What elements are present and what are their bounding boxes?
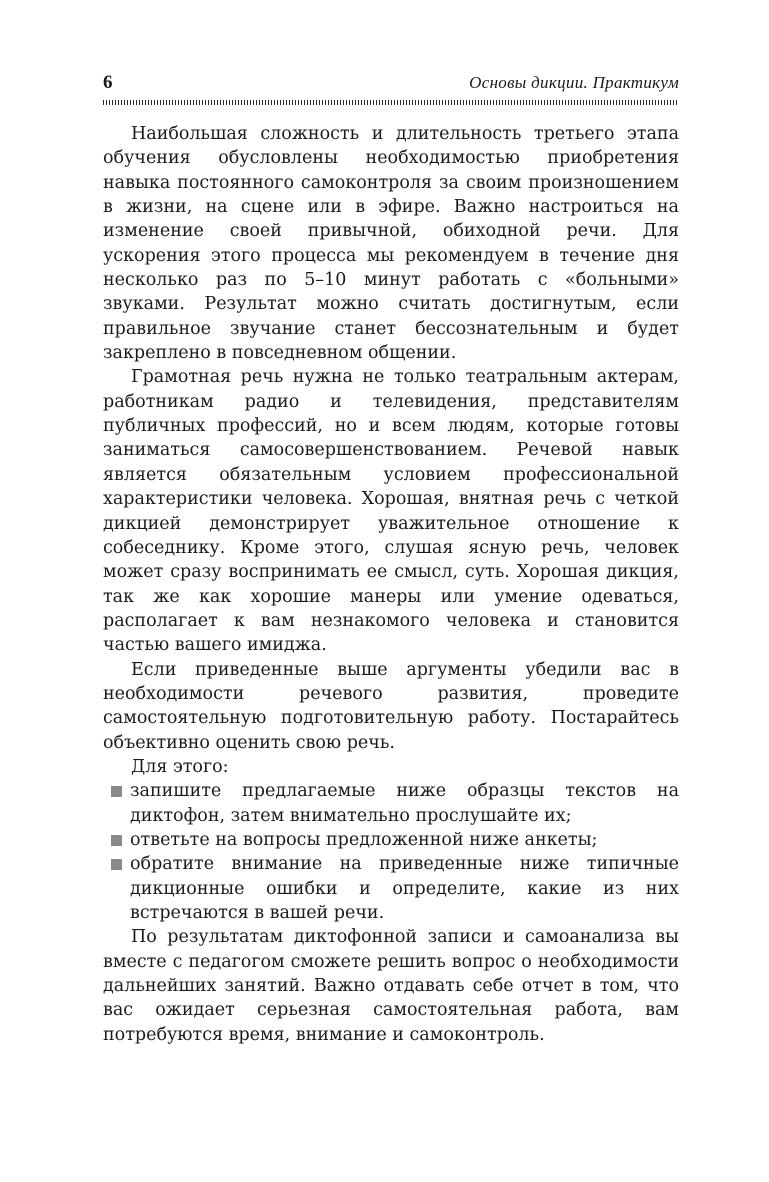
header-rule xyxy=(103,100,679,105)
book-page xyxy=(103,72,679,1047)
bullet-list xyxy=(103,779,679,925)
paragraph: Наибольшая сложность и длительность третьего этапа обучения обусловлены необходимостью приобретения навыка постоянного самоконтроля за своим произношением в жизни, на сцене или в эфире. Важно настроиться на изменение своей привычной, обиходной речи. Для ускорения этого процесса мы рекомендуем в течение дня несколько раз по 5–10 минут работать с «больными» звуками. Результат можно считать достигнутым, если правильное звучание станет бессознательным и будет закреплено в повседневном общении. xyxy=(103,124,679,364)
list-item-text: ответьте на вопросы предложенной ниже анкеты; xyxy=(130,829,598,850)
paragraph: Грамотная речь нужна не только театральным актерам, работникам радио и телевидения, представителям публичных профессий, но и всем людям, которые готовы заниматься самосовершенствованием. Речевой навык является обязательным условием профессиональной характеристики человека. Хорошая, внятная речь с четкой дикцией демонстрирует уважительное отношение к собеседнику. Кроме этого, слушая ясную речь, человек может сразу воспринимать ее смысл, суть. Хорошая дикция, так же как хорошие манеры или умение одеваться, располагает к вам незнакомого человека и становится частью вашего имиджа. xyxy=(103,367,679,656)
page-number: 6 xyxy=(103,72,113,93)
paragraph: По результатам диктофонной записи и самоанализа вы вместе с педагогом сможете решить вопрос о необходимости дальнейших занятий. Важно отдавать себе отчет в том, что вас ожидает серьезная самостоятельная работа, вам потребуются время, внимание и самоконтроль. xyxy=(103,927,679,1045)
list-item-text: запишите предлагаемые ниже образцы текстов на диктофон, затем внимательно прослушайте их; xyxy=(130,781,679,826)
square-bullet-icon xyxy=(111,786,122,797)
list-item xyxy=(103,828,679,852)
running-head xyxy=(103,72,679,94)
square-bullet-icon xyxy=(111,835,122,846)
list-item-text: обратите внимание на приведенные ниже типичные дикционные ошибки и определите, какие из них встречаются в вашей речи. xyxy=(130,854,679,923)
list-item xyxy=(103,779,679,828)
paragraph: Если приведенные выше аргументы убедили вас в необходимости речевого развития, проведите самостоятельную подготовительную работу. Постарайтесь объективно оценить свою речь. xyxy=(103,659,679,753)
list-intro: Для этого: xyxy=(131,756,229,777)
list-item xyxy=(103,852,679,925)
running-title: Основы дикции. Практикум xyxy=(469,73,679,92)
body-text xyxy=(103,122,679,1047)
square-bullet-icon xyxy=(111,859,122,870)
